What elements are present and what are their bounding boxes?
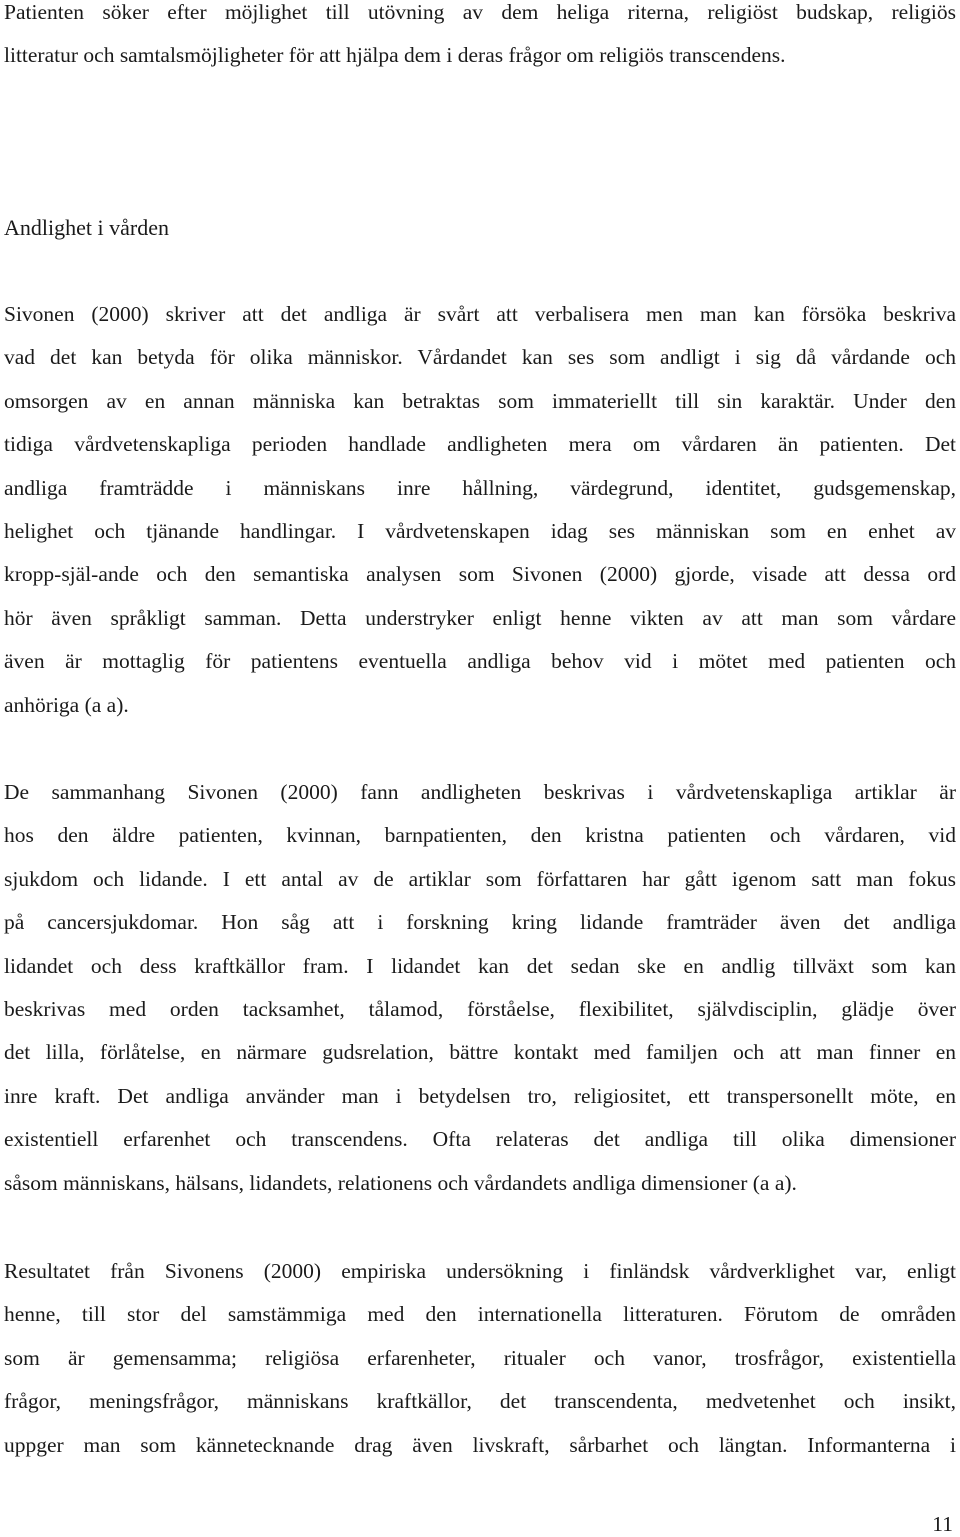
text-line: såsom människans, hälsans, lidandets, relationens och vårdandets andliga dimensioner (a a). (4, 1170, 797, 1195)
text-line: helighet och tjänande handlingar. I vårdvetenskapen idag ses människan som en enhet av (4, 518, 956, 543)
text-line: sjukdom och lidande. I ett antal av de artiklar som författaren har gått igenom satt man fokus (4, 866, 956, 891)
text-line: det lilla, förlåtelse, en närmare gudsrelation, bättre kontakt med familjen och att man finner en (4, 1040, 956, 1065)
text-line: frågor, meningsfrågor, människans kraftkällor, det transcendenta, medvetenhet och insikt, (4, 1389, 956, 1414)
top-paragraph (4, 0, 956, 78)
text-line: på cancersjukdomar. Hon såg att i forskning kring lidande framträder även det andliga (4, 910, 956, 935)
section-heading-block (4, 206, 956, 249)
text-line: uppger man som kännetecknande drag även livskraft, sårbarhet och längtan. Informanterna i (4, 1432, 956, 1457)
paragraph-2 (4, 771, 956, 1205)
text-line: andliga framträdde i människans inre hållning, värdegrund, identitet, gudsgemenskap, (4, 475, 956, 500)
text-line: även är mottaglig för patientens eventuella andliga behov vid i mötet med patienten och (4, 649, 956, 674)
text-line: lidandet och dess kraftkällor fram. I lidandet kan det sedan ske en andlig tillväxt som kan (4, 953, 956, 978)
text-line: som är gemensamma; religiösa erfarenheter, ritualer och vanor, trosfrågor, existentiella (4, 1345, 956, 1370)
paragraph-3 (4, 1250, 956, 1467)
text-line: hör även språkligt samman. Detta understryker enligt henne vikten av att man som vårdare (4, 605, 956, 630)
text-line: omsorgen av en annan människa kan betraktas som immateriellt till sin karaktär. Under den (4, 388, 956, 413)
text-line: Patienten söker efter möjlighet till utövning av dem heliga riterna, religiöst budskap, religiös (4, 0, 956, 24)
text-line: kropp-själ-ande och den semantiska analysen som Sivonen (2000) gjorde, visade att dessa ord (4, 562, 956, 587)
text-line: beskrivas med orden tacksamhet, tålamod, förståelse, flexibilitet, självdisciplin, glädje över (4, 996, 956, 1021)
paragraph-1 (4, 293, 956, 727)
text-line: De sammanhang Sivonen (2000) fann andligheten beskrivas i vårdvetenskapliga artiklar är (4, 780, 956, 804)
text-line: inre kraft. Det andliga använder man i betydelsen tro, religiositet, ett transpersonellt möte, en (4, 1083, 956, 1108)
page-number: 11 (932, 1512, 953, 1536)
text-line: vad det kan betyda för olika människor. Vårdandet kan ses som andligt i sig då vårdande och (4, 345, 956, 370)
text-line: anhöriga (a a). (4, 692, 129, 717)
text-line: Resultatet från Sivonens (2000) empiriska undersökning i finländsk vårdverklighet var, enligt (4, 1259, 956, 1283)
text-line: existentiell erfarenhet och transcendens. Ofta relateras det andliga till olika dimensioner (4, 1127, 956, 1152)
text-line: litteratur och samtalsmöjligheter för att hjälpa dem i deras frågor om religiös transcendens. (4, 43, 786, 68)
text-line: Sivonen (2000) skriver att det andliga är svårt att verbalisera men man kan försöka beskriva (4, 302, 956, 326)
text-line: hos den äldre patienten, kvinnan, barnpatienten, den kristna patienten och vårdaren, vid (4, 823, 956, 848)
section-heading: Andlighet i vården (4, 215, 169, 240)
text-line: tidiga vårdvetenskapliga perioden handlade andligheten mera om vårdaren än patienten. Det (4, 432, 956, 457)
text-line: henne, till stor del samstämmiga med den internationella litteraturen. Förutom de områden (4, 1302, 956, 1327)
